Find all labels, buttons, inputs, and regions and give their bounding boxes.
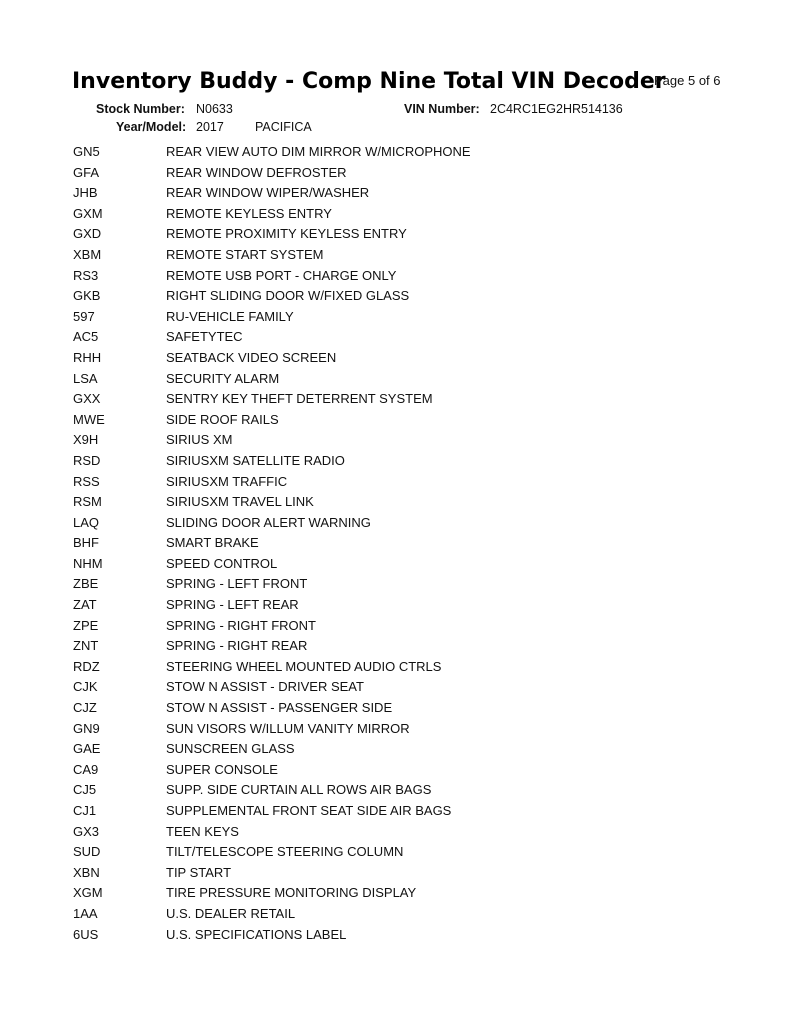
option-code: GXM [73, 205, 103, 221]
option-row [0, 265, 800, 286]
option-code: CJ1 [73, 803, 97, 818]
option-description: SIDE ROOF RAILS [166, 411, 279, 427]
option-row [0, 491, 800, 512]
option-row [0, 635, 800, 656]
option-code: AC5 [73, 329, 99, 345]
option-row [0, 779, 800, 800]
option-description: SPRING - LEFT FRONT [166, 576, 308, 592]
option-row [0, 162, 800, 183]
option-row [0, 924, 800, 945]
option-description: STEERING WHEEL MOUNTED AUDIO CTRLS [166, 658, 442, 674]
option-description: U.S. SPECIFICATIONS LABEL [166, 926, 347, 942]
vin-value: 2C4RC1EG2HR514136 [490, 102, 623, 116]
option-description: REMOTE START SYSTEM [166, 246, 324, 262]
option-description: TIP START [166, 864, 232, 880]
option-code: 597 [73, 308, 95, 324]
option-row [0, 903, 800, 924]
option-description: SEATBACK VIDEO SCREEN [166, 349, 337, 365]
option-code: XBN [73, 864, 100, 880]
option-code: SUD [73, 844, 101, 860]
option-description: REAR WINDOW DEFROSTER [166, 164, 347, 180]
option-code: RSM [73, 494, 102, 510]
option-row [0, 841, 800, 862]
option-description: SUNSCREEN GLASS [166, 741, 295, 757]
option-description: SUN VISORS W/ILLUM VANITY MIRROR [166, 720, 410, 736]
option-code: 6US [73, 926, 99, 942]
option-row [0, 738, 800, 759]
option-description: REMOTE USB PORT - CHARGE ONLY [166, 267, 397, 283]
option-code: GKB [73, 288, 101, 304]
option-description: SPRING - RIGHT REAR [166, 638, 308, 654]
option-row [0, 532, 800, 553]
option-code: GFA [73, 164, 100, 180]
option-row [0, 594, 800, 615]
option-list [0, 141, 800, 944]
option-code: NHM [73, 555, 103, 571]
option-code: GN5 [73, 144, 100, 159]
option-description: SPRING - RIGHT FRONT [166, 617, 316, 633]
option-row [0, 368, 800, 389]
option-description: REMOTE KEYLESS ENTRY [166, 205, 332, 221]
option-row [0, 347, 800, 368]
stock-number-label: Stock Number: [96, 102, 185, 116]
option-description: SUPP. SIDE CURTAIN ALL ROWS AIR BAGS [166, 782, 432, 798]
option-row [0, 450, 800, 471]
option-description: U.S. DEALER RETAIL [166, 905, 296, 921]
option-row [0, 285, 800, 306]
option-row [0, 512, 800, 533]
option-code: X9H [73, 432, 99, 448]
option-row [0, 697, 800, 718]
year-model-label: Year/Model: [116, 120, 187, 134]
option-row [0, 409, 800, 430]
option-row [0, 141, 800, 162]
option-row [0, 388, 800, 409]
option-description: SMART BRAKE [166, 535, 259, 551]
option-code: LSA [73, 370, 98, 386]
option-code: ZPE [73, 617, 99, 633]
option-description: STOW N ASSIST - PASSENGER SIDE [166, 700, 393, 716]
option-row [0, 223, 800, 244]
option-row [0, 862, 800, 883]
option-code: LAQ [73, 514, 100, 530]
option-code: BHF [73, 535, 99, 551]
option-row [0, 718, 800, 739]
option-description: SAFETYTEC [166, 329, 243, 345]
option-row [0, 471, 800, 492]
option-description: REAR WINDOW WIPER/WASHER [166, 185, 370, 201]
option-code: JHB [73, 185, 98, 201]
option-row [0, 573, 800, 594]
option-row [0, 882, 800, 903]
option-row [0, 306, 800, 327]
stock-number-value: N0633 [196, 102, 233, 116]
option-description: TIRE PRESSURE MONITORING DISPLAY [166, 885, 417, 901]
model-value: PACIFICA [255, 120, 312, 134]
option-code: CA9 [73, 761, 99, 777]
option-row [0, 244, 800, 265]
option-description: TILT/TELESCOPE STEERING COLUMN [166, 844, 404, 860]
option-description: SIRIUSXM TRAFFIC [166, 473, 288, 489]
option-row [0, 656, 800, 677]
option-code: ZNT [73, 638, 99, 654]
option-description: SIRIUS XM [166, 432, 233, 448]
option-row [0, 615, 800, 636]
page-indicator: Page 5 of 6 [654, 73, 721, 88]
option-row [0, 821, 800, 842]
option-code: RSS [73, 473, 100, 489]
option-description: STOW N ASSIST - DRIVER SEAT [166, 679, 364, 695]
option-description: SPRING - LEFT REAR [166, 597, 299, 613]
option-code: MWE [73, 411, 105, 427]
vin-label: VIN Number: [404, 102, 480, 116]
option-code: RHH [73, 349, 102, 365]
option-code: GXX [73, 391, 101, 407]
option-description: SLIDING DOOR ALERT WARNING [166, 514, 371, 530]
option-description: SUPER CONSOLE [166, 761, 278, 777]
option-row [0, 182, 800, 203]
option-code: GXD [73, 226, 102, 242]
option-row [0, 203, 800, 224]
option-code: GX3 [73, 823, 100, 839]
option-code: CJ5 [73, 782, 97, 798]
option-description: SENTRY KEY THEFT DETERRENT SYSTEM [166, 391, 433, 407]
option-code: ZAT [73, 597, 97, 613]
option-row [0, 676, 800, 697]
option-description: SIRIUSXM SATELLITE RADIO [166, 452, 345, 468]
option-code: GAE [73, 741, 101, 757]
option-row [0, 759, 800, 780]
option-description: TEEN KEYS [166, 823, 239, 839]
option-code: XGM [73, 885, 103, 901]
option-description: RU-VEHICLE FAMILY [166, 308, 294, 324]
option-code: ZBE [73, 576, 99, 592]
option-code: GN9 [73, 720, 100, 736]
option-code: 1AA [73, 905, 98, 921]
option-description: SPEED CONTROL [166, 555, 278, 571]
option-description: SIRIUSXM TRAVEL LINK [166, 494, 314, 510]
option-description: RIGHT SLIDING DOOR W/FIXED GLASS [166, 288, 410, 304]
option-row [0, 553, 800, 574]
option-code: RSD [73, 452, 101, 468]
year-value: 2017 [196, 120, 224, 134]
option-row [0, 429, 800, 450]
option-row [0, 326, 800, 347]
option-code: CJK [73, 679, 98, 695]
page-title: Inventory Buddy - Comp Nine Total VIN Decoder [72, 69, 666, 94]
option-code: RS3 [73, 267, 99, 283]
option-row [0, 800, 800, 821]
option-description: REAR VIEW AUTO DIM MIRROR W/MICROPHONE [166, 144, 471, 159]
option-code: CJZ [73, 700, 97, 716]
option-code: XBM [73, 246, 102, 262]
option-description: SUPPLEMENTAL FRONT SEAT SIDE AIR BAGS [166, 803, 452, 818]
option-code: RDZ [73, 658, 100, 674]
option-description: REMOTE PROXIMITY KEYLESS ENTRY [166, 226, 407, 242]
option-description: SECURITY ALARM [166, 370, 280, 386]
